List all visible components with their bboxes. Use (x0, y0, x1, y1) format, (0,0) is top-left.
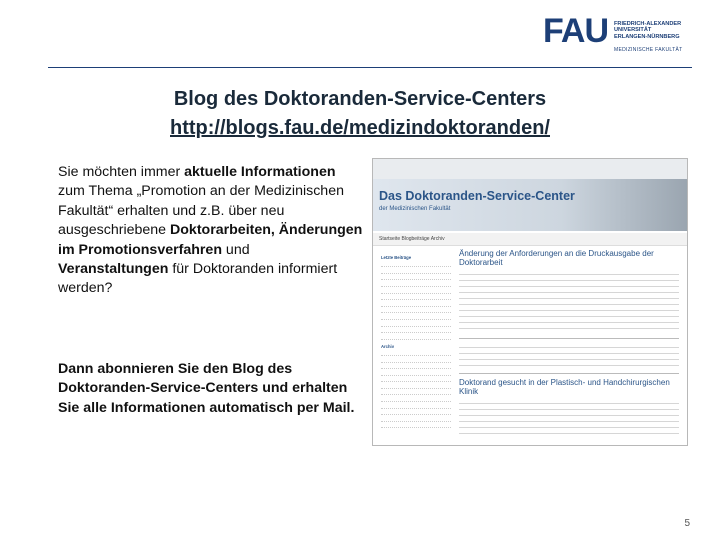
fau-wordmark: FAU (543, 12, 608, 50)
fau-logo (543, 14, 693, 58)
blog-banner (373, 179, 687, 231)
blog-url-link[interactable]: http://blogs.fau.de/medizindoktoranden/ (170, 117, 550, 139)
header-divider (48, 67, 692, 68)
faculty-name: MEDIZINISCHE FAKULTÄT (614, 47, 683, 53)
blog-posts (459, 249, 679, 439)
subscribe-paragraph: Dann abonnieren Sie den Blog des Doktoranden-Service-Centers und erhalten Sie alle Informationen automatisch per Mail. (58, 361, 355, 416)
slide-title: Blog des Doktoranden-Service-Centers (173, 88, 547, 110)
blog-banner-title: Das Doktoranden-Service-Center (379, 189, 575, 203)
blog-banner-subtitle: der Medizinischen Fakultät (379, 206, 451, 212)
blog-sidebar: Letzte Beiträge Archiv (381, 251, 451, 428)
post-title: Änderung der Anforderungen an die Druckausgabe der Doktorarbeit (459, 249, 654, 267)
blog-nav: Startseite Blogbeiträge Archiv (373, 233, 688, 246)
intro-paragraph: Sie möchten immer aktuelle Informationen zum Thema „Promotion an der Medizinischen Fakultät“ erhalten und z.B. über neu ausgeschriebene Doktorarbeiten, Änderungen im Promotionsverfahren und Veranstaltungen für Doktoranden informiert werden? (58, 164, 363, 297)
browser-toolbar (373, 159, 687, 180)
post-title: Doktorand gesucht in der Plastisch- und Handchirurgischen Klinik (459, 378, 670, 396)
page-number: 5 (684, 518, 690, 529)
university-name: FRIEDRICH-ALEXANDER UNIVERSITÄT ERLANGEN-NÜRNBERG (614, 21, 682, 40)
blog-screenshot (372, 158, 688, 446)
